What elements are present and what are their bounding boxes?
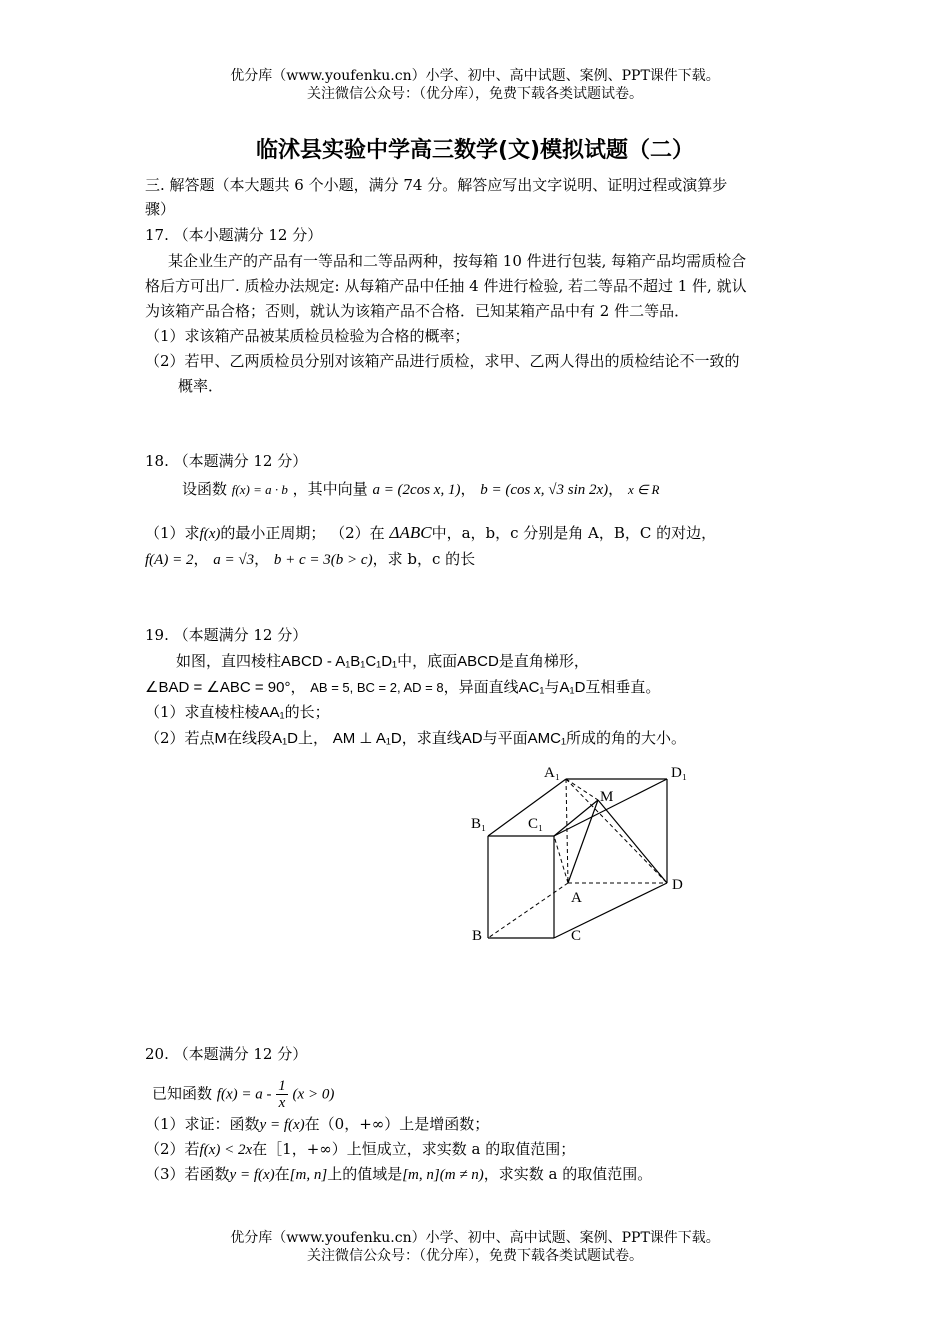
q19-s2a: （2）若点 [145,729,215,747]
q19-para-2 [145,676,810,699]
q18-sub-1-fx: f(x) [199,526,221,542]
q18-sub-1 [145,522,810,545]
q19-lengths: AB = 5, BC = 2, AD = 8 [310,680,444,695]
q19-s2i: 与平面 [482,729,528,747]
q20-sub-1 [145,1113,810,1136]
q19-s1a: （1）求直棱柱棱 [145,703,260,721]
q20-s2a: （2）若 [145,1140,200,1158]
section-intro-1: 三. 解答题（本大题共 6 个小题，满分 74 分。解答应写出文字说明、证明过程或演算步 [145,176,728,194]
hidden-a1-m [566,779,598,800]
label-d1: D₁ [671,765,688,781]
q19-base: ABCD [457,653,499,670]
q18-sub-1-text-2: 的最小正周期； （2）在 [220,524,385,542]
edge-a1-b1 [488,779,566,836]
q19-p1e: 是直角梯形， [498,652,589,670]
q17-para-3: 为该箱产品合格；否则，就认为该箱产品不合格．已知某箱产品中有 2 件二等品． [145,302,690,320]
hidden-a-b [488,883,568,938]
q19-ac1: AC₁ [518,679,545,696]
q19-perp: AM ⊥ A₁D [332,730,402,747]
footer-line-1: 优分库（www.youfenku.cn）小学、初中、高中试题、案例、PPT课件下载。 [230,1230,720,1246]
q18-fx: f(x) = a · b [231,482,288,497]
q19-heading: 19. （本题满分 12 分） [145,626,308,644]
q17-sub-2a: （2）若甲、乙两质检员分别对该箱产品进行质检，求甲、乙两人得出的质检结论不一致的 [145,352,740,370]
q20-s1-fn: y = f(x) [259,1117,305,1133]
q18-cond-bc: b + c = 3(b > c) [273,552,373,568]
edge-m-d [598,800,667,883]
q20-s2-ineq: f(x) < 2x [199,1142,253,1158]
label-b1: B₁ [471,816,487,832]
q17-para-2: 格后方可出厂. 质检办法规定: 从每箱产品中任抽 4 件进行检验, 若二等品不超过 1 件, 就认 [145,277,747,295]
prism-figure [460,755,710,950]
q18-vector-a: a = (2cos x, 1) [372,482,461,498]
q19-p1c: 中，底面 [397,652,458,670]
q18-given-text: 设函数 [182,480,228,498]
hidden-a1-d [566,779,667,883]
q20-fx: f(x) = a - [216,1086,272,1103]
q19-p2h: 互相垂直。 [585,678,661,696]
header-line-1: 优分库（www.youfenku.cn）小学、初中、高中试题、案例、PPT课件下载。 [230,68,720,84]
q20-s3g: ，求实数 a 的取值范围。 [483,1165,653,1183]
q18-sub-1-text-3: 中，a，b，c 分别是角 A，B，C 的对边， [431,524,717,542]
q18-cond-fa: f(A) = 2 [145,552,194,568]
label-a1: A₁ [544,765,561,781]
q18-sub-1-text: （1）求 [145,524,200,542]
q19-s1c: 的长； [284,703,330,721]
q19-para-1 [176,650,841,673]
q20-s1a: （1）求证：函数 [145,1115,260,1133]
q19-aa1: AA₁ [259,704,285,721]
q20-s3-interval: [m, n] [289,1167,328,1183]
q17-sub-2b: 概率． [178,377,224,395]
q19-p2f: 与 [544,678,560,696]
q20-frac-den: x [278,1095,286,1111]
q20-sub-2 [145,1138,810,1161]
q20-given [152,1078,817,1111]
hidden-a-c1 [554,836,568,883]
q18-triangle: ΔABC [389,523,432,542]
label-m: M [600,789,614,805]
q20-s3c: 在 [274,1165,290,1183]
q19-sub-2 [145,727,810,750]
q19-sub-1 [145,701,810,724]
q20-given-text: 已知函数 [152,1084,213,1103]
section-intro-2: 骤） [145,200,176,218]
q20-s3-fn: y = f(x) [229,1167,275,1183]
q20-s3-range: [m, n](m ≠ n) [402,1167,484,1183]
edge-d1-c1 [554,779,667,836]
label-b: B [472,928,483,944]
q19-a1d: A₁D [559,679,586,696]
q19-prism: ABCD - A₁B₁C₁D₁ [281,653,398,670]
q17-heading: 17. （本小题满分 12 分） [145,226,323,244]
q19-p1a: 如图，直四棱柱 [176,652,282,670]
q19-s2k: 所成的角的大小。 [566,729,687,747]
q20-fraction [276,1078,288,1111]
q18-vector-b: b = (cos x, √3 sin 2x) [480,482,609,498]
label-a: A [571,890,582,906]
q19-segment: A₁D [272,730,298,747]
q19-s2c: 在线段 [227,729,273,747]
q19-p2b: ， [290,678,306,696]
q19-angles: ∠BAD = ∠ABC = 90° [145,679,291,696]
q18-heading: 18. （本题满分 12 分） [145,452,308,470]
label-c: C [571,928,582,944]
q18-domain: x ∈ R [627,482,660,497]
q18-given-text-2: ，其中向量 [292,480,368,498]
q20-sub-3 [145,1163,810,1186]
q18-cond-end: ，求 b，c 的长 [372,550,476,568]
q18-cond-sep-2: ， [254,550,270,568]
q20-s2c: 在［1，+∞）上恒成立，求实数 a 的取值范围； [252,1140,576,1158]
footer-line-2: 关注微信公众号：（优分库），免费下载各类试题试卷。 [307,1248,643,1264]
q19-s2e: 上， [297,729,328,747]
q18-conditions [145,548,810,571]
q20-heading: 20. （本题满分 12 分） [145,1045,308,1063]
q19-s2g: ，求直线 [401,729,462,747]
q20-s3e: 上的值域是 [327,1165,403,1183]
header-line-2: 关注微信公众号：（优分库），免费下载各类试题试卷。 [307,86,643,102]
q20-s3a: （3）若函数 [145,1165,230,1183]
q18-cond-a: a = √3 [213,552,255,568]
page-title: 临沭县实验中学高三数学(文)模拟试题（二） [255,138,695,163]
q20-condition: (x > 0) [292,1086,335,1103]
label-d: D [672,877,683,893]
q19-point-m: M [214,730,228,747]
q20-s1c: 在（0，+∞）上是增函数； [304,1115,490,1133]
hidden-a1-a [566,779,568,883]
q18-cond-sep-1: ， [193,550,209,568]
q19-ad: AD [461,730,483,747]
q19-p2d: ，异面直线 [443,678,519,696]
q17-sub-1: （1）求该箱产品被某质检员检验为合格的概率； [145,327,470,345]
q19-plane: AMC₁ [527,730,567,747]
label-c1: C₁ [528,816,544,832]
q17-para-1: 某企业生产的产品有一等品和二等品两种，按每箱 10 件进行包装, 每箱产品均需质检合 [168,252,747,270]
q20-frac-num: 1 [278,1078,286,1094]
q18-given: 设函数 f(x) = a · b ，其中向量 a = (2cos x, 1)， b = (cos x, √3 sin 2x)， x ∈ R [182,480,660,498]
